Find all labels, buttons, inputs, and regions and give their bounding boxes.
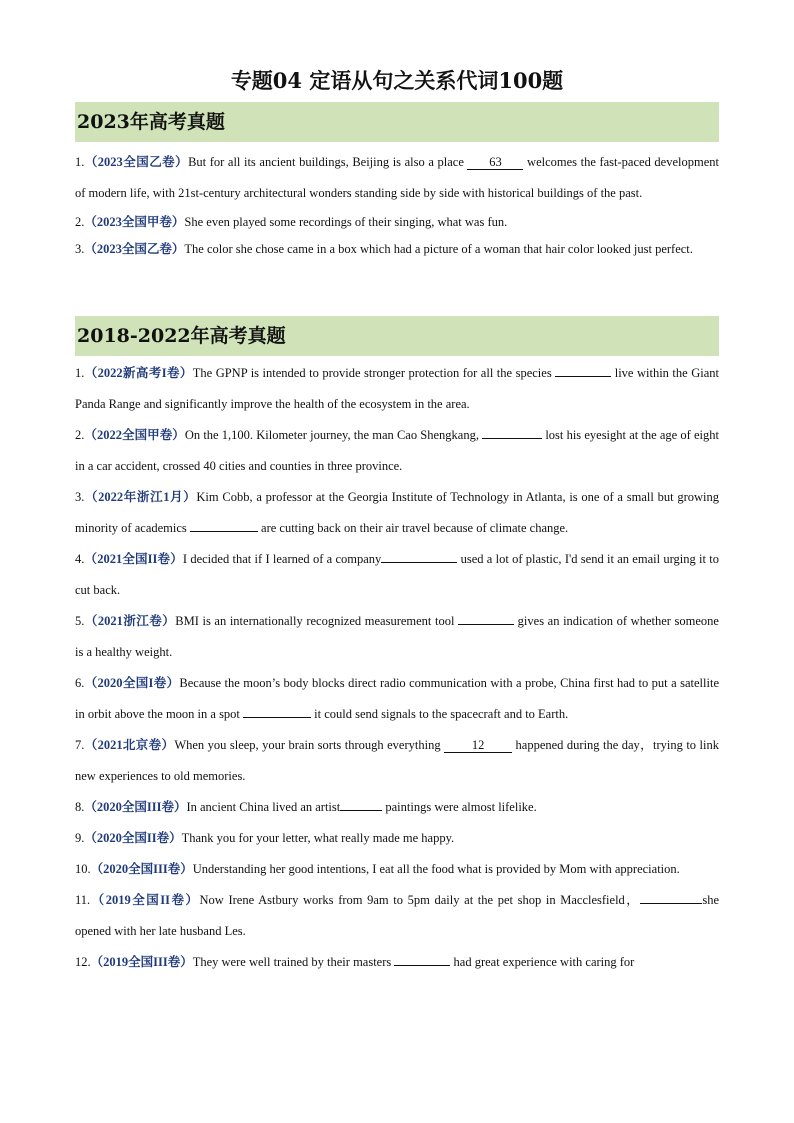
question-item: 10.（2020全国III卷）Understanding her good intentions, I eat all the food what is provided by Mom with appreciation. — [75, 862, 680, 876]
question-item: 11.（2019全国II卷）Now Irene Astbury works from 9am to 5pm daily at the pet shop in Macclesfield， she opened with her late husband Les. — [75, 893, 719, 938]
question-item: 12.（2019全国III卷）They were well trained by their masters had great experience with caring for — [75, 955, 635, 969]
answer-blank — [381, 562, 457, 563]
question-item: 3.（2022年浙江1月）Kim Cobb, a professor at the Georgia Institute of Technology in Atlanta, is one of a small but growing minority of academics are cutting back on their air travel because of climate change. — [75, 490, 719, 535]
answer-blank — [640, 903, 702, 904]
page-title: 专题04 定语从句之关系代词100题 — [230, 68, 564, 93]
question-item: 3.（2023全国乙卷）The color she chose came in a box which had a picture of a woman that hair color looked just perfect. — [75, 241, 693, 256]
answer-blank — [458, 624, 514, 625]
section-header: 2018-2022年高考真题 — [75, 316, 719, 356]
answer-blank: 63 — [467, 155, 523, 170]
answer-blank — [482, 438, 542, 439]
answer-blank — [394, 965, 450, 966]
answer-blank — [190, 531, 258, 532]
section-2018-2022 — [75, 316, 719, 978]
question-item: 1.（2023全国乙卷）But for all its ancient buildings, Beijing is also a place 63 welcomes the fast-paced development of modern life, with 21st-century architectural wonders standing side by side with historical buildings of the past. — [75, 155, 719, 200]
answer-blank — [340, 810, 382, 811]
question-item: 2.（2023全国甲卷）She even played some recordings of their singing, what was fun. — [75, 215, 508, 229]
question-item: 8.（2020全国III卷）In ancient China lived an artist paintings were almost lifelike. — [75, 800, 537, 814]
answer-blank: 12 — [444, 738, 512, 753]
answer-blank — [555, 376, 611, 377]
question-item: 9.（2020全国II卷）Thank you for your letter, what really made me happy. — [75, 831, 455, 845]
question-item: 5.（2021浙江卷）BMI is an internationally recognized measurement tool gives an indication of whether someone is a healthy weight. — [75, 614, 719, 659]
question-item: 4.（2021全国II卷）I decided that if I learned of a company used a lot of plastic, I'd send it an email urging it to cut back. — [75, 552, 719, 597]
question-item: 1.（2022新高考I卷）The GPNP is intended to provide stronger protection for all the species live within the Giant Panda Range and significantly improve the health of the ecosystem in the area. — [75, 366, 719, 411]
question-item: 2.（2022全国甲卷）On the 1,100. Kilometer journey, the man Cao Shengkang, lost his eyesight at the age of eight in a car accident, crossed 40 cities and counties in three province. — [75, 428, 719, 473]
section-header: 2023年高考真题 — [75, 102, 719, 142]
question-item: 6.（2020全国I卷）Because the moon’s body blocks direct radio communication with a probe, China first had to put a satellite in orbit above the moon in a spot it could send signals to the spacecraft and to Earth. — [75, 676, 719, 721]
question-item: 7.（2021北京卷）When you sleep, your brain sorts through everything 12 happened during the day，trying to link new experiences to old memories. — [75, 738, 719, 783]
answer-blank — [243, 717, 311, 718]
section-2023 — [75, 102, 719, 262]
